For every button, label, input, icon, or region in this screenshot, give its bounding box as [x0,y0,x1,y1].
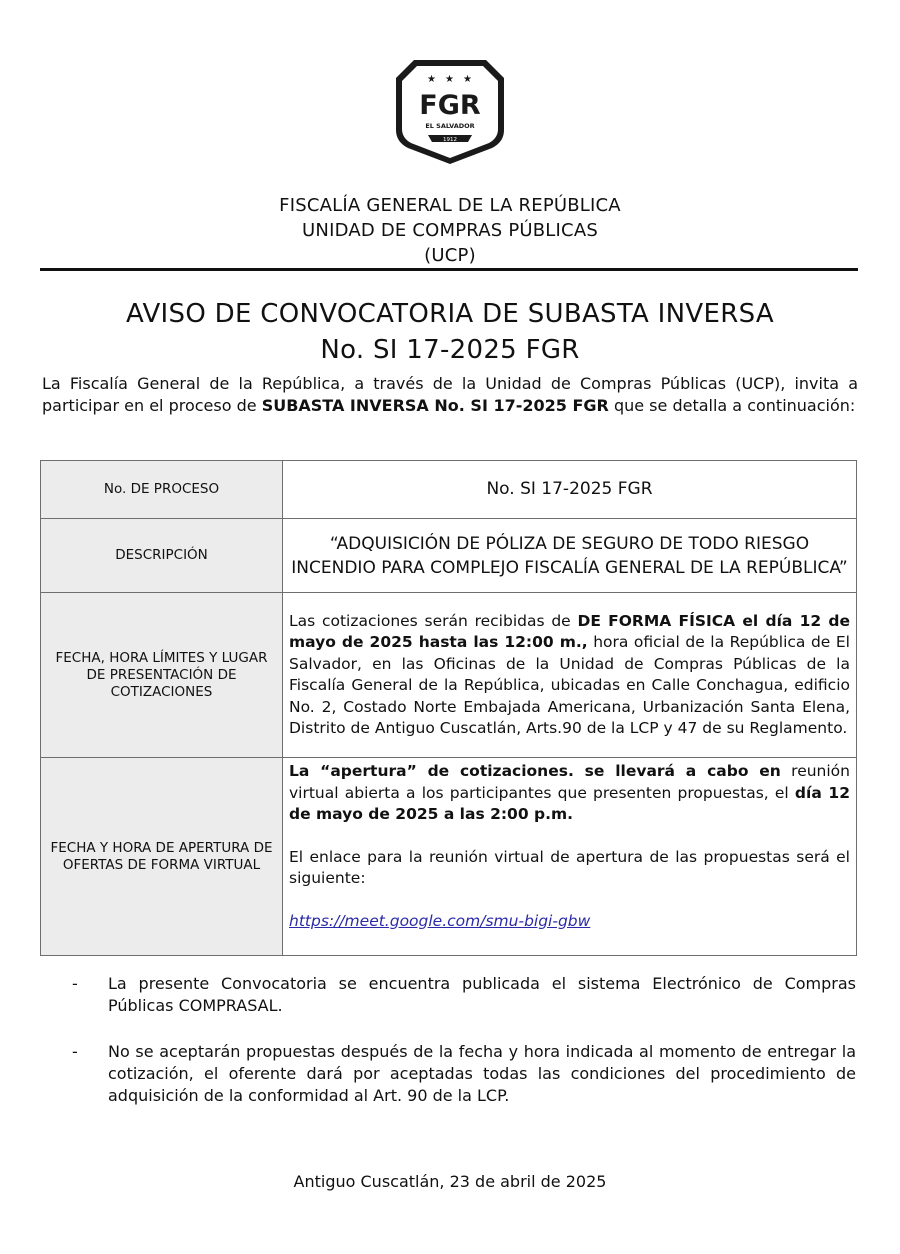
org-name: FISCALÍA GENERAL DE LA REPÚBLICA [279,195,621,216]
svg-text:★: ★ [445,74,454,85]
description-label: DESCRIPCIÓN [41,519,283,593]
list-item: - No se aceptarán propuestas después de la fecha y hora indicada al momento de entregar la cotización, el oferente dará por aceptadas todas las condiciones del procedimiento de adquisición de la conformidad al Art. 90 de la LCP. [72,1042,856,1105]
notice-title: AVISO DE CONVOCATORIA DE SUBASTA INVERSA [126,299,774,329]
svg-text:★: ★ [427,74,436,85]
logo-subtext: EL SALVADOR [425,122,475,130]
process-number-label: No. DE PROCESO [41,461,283,519]
logo-year: 1912 [443,137,457,143]
table-row [41,461,857,519]
submission-value: Las cotizaciones serán recibidas de DE FORMA FÍSICA el día 12 de mayo de 2025 hasta las 12:00 m., hora oficial de la República de El Salvador, en las Oficinas de la Unidad de Compras Públicas de la Fiscalía General de la República, ubicadas en Calle Conchagua, edificio No. 2, Costado Norte Embajada Americana, Urbanización Santa Elena, Distrito de Antiguo Cuscatlán, Arts.90 de la LCP y 47 de su Reglamento. [283,593,857,758]
unit-name: UNIDAD DE COMPRAS PÚBLICAS [302,220,598,241]
bullet-list-2 [72,1041,856,1107]
fgr-logo [392,58,508,166]
svg-text:★: ★ [463,74,472,85]
unit-abbrev: (UCP) [424,245,476,266]
process-number-value: No. SI 17-2025 FGR [283,461,857,519]
table-row [41,519,857,593]
bullet-list [72,973,856,1017]
opening-value: La “apertura” de cotizaciones. se llevará a cabo en reunión virtual abierta a los participantes que presenten propuestas, el día 12 de mayo de 2025 a las 2:00 p.m. El enlace para la reunión virtual de apertura de las propuestas será el siguiente: https://meet.google.com/smu-bigi-gbw [283,758,857,956]
opening-label: FECHA Y HORA DE APERTURA DE OFERTAS DE FORMA VIRTUAL [41,758,283,956]
intro-paragraph: La Fiscalía General de la República, a través de la Unidad de Compras Públicas (UCP), invita a participar en el proceso de SUBASTA INVERSA No. SI 17-2025 FGR que se detalla a continuación: [42,374,858,415]
header-divider [40,268,858,271]
table-row [41,758,857,956]
table-row [41,593,857,758]
description-value: “ADQUISICIÓN DE PÓLIZA DE SEGURO DE TODO RIESGO INCENDIO PARA COMPLEJO FISCALÍA GENERAL DE LA REPÚBLICA” [283,519,857,593]
meeting-link-intro: El enlace para la reunión virtual de apertura de las propuestas será el siguiente: [289,847,850,887]
place-date: Antiguo Cuscatlán, 23 de abril de 2025 [293,1172,607,1191]
process-table [40,460,857,956]
logo-text: FGR [419,90,481,121]
list-item: - La presente Convocatoria se encuentra publicada el sistema Electrónico de Compras Públicas COMPRASAL. [72,974,856,1015]
submission-label: FECHA, HORA LÍMITES Y LUGAR DE PRESENTACIÓN DE COTIZACIONES [41,593,283,758]
notice-number: No. SI 17-2025 FGR [320,335,580,365]
meeting-link[interactable]: https://meet.google.com/smu-bigi-gbw [289,911,591,930]
